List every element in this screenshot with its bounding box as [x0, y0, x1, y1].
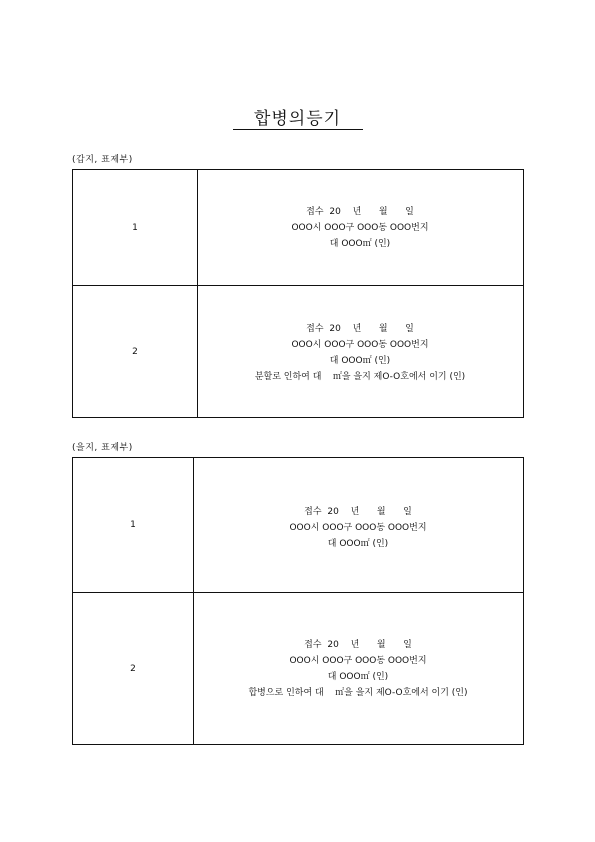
- entry-content: [193, 500, 523, 555]
- address-line: OOO시 OOO구 OOO동 OOO번지: [289, 656, 427, 666]
- register-table-gapji: [72, 169, 524, 418]
- entry-content: [197, 200, 523, 255]
- land-area-line: 대 OOO㎡ (인): [327, 672, 389, 682]
- receipt-line: 접수 20 년 월 일: [304, 506, 412, 517]
- receipt-line: 접수 20 년 월 일: [306, 324, 414, 334]
- receipt-line: 접수 20 년 월 일: [304, 640, 412, 650]
- land-area-line: 대 OOO㎡ (인): [329, 356, 391, 366]
- address-line: OOO시 OOO구 OOO동 OOO번지: [289, 522, 427, 533]
- entry-content: [197, 318, 523, 388]
- section-label-gapji: (갑지, 표제부): [72, 155, 133, 165]
- receipt-line: 접수 20 년 월 일: [306, 206, 414, 217]
- entry-content: [193, 634, 523, 704]
- row-number: 2: [132, 347, 138, 357]
- address-line: OOO시 OOO구 OOO동 OOO번지: [291, 222, 429, 233]
- address-line: OOO시 OOO구 OOO동 OOO번지: [291, 340, 429, 350]
- section-label-eulji: (을지, 표제부): [72, 443, 133, 453]
- land-area-line: 대 OOO㎡ (인): [327, 538, 389, 549]
- row-number: 1: [130, 520, 136, 530]
- register-table-eulji: [72, 457, 524, 745]
- title-underline: [233, 129, 363, 130]
- row-number: 2: [130, 664, 136, 674]
- transfer-note-line: 합병으로 인하여 대 ㎡을 을지 제O-O호에서 이기 (인): [248, 688, 468, 698]
- transfer-note-line: 분할로 인하여 대 ㎡을 을지 제O-O호에서 이기 (인): [254, 372, 466, 382]
- land-area-line: 대 OOO㎡ (인): [329, 238, 391, 249]
- row-number: 1: [132, 222, 138, 233]
- page-title: 합병의등기: [253, 109, 342, 129]
